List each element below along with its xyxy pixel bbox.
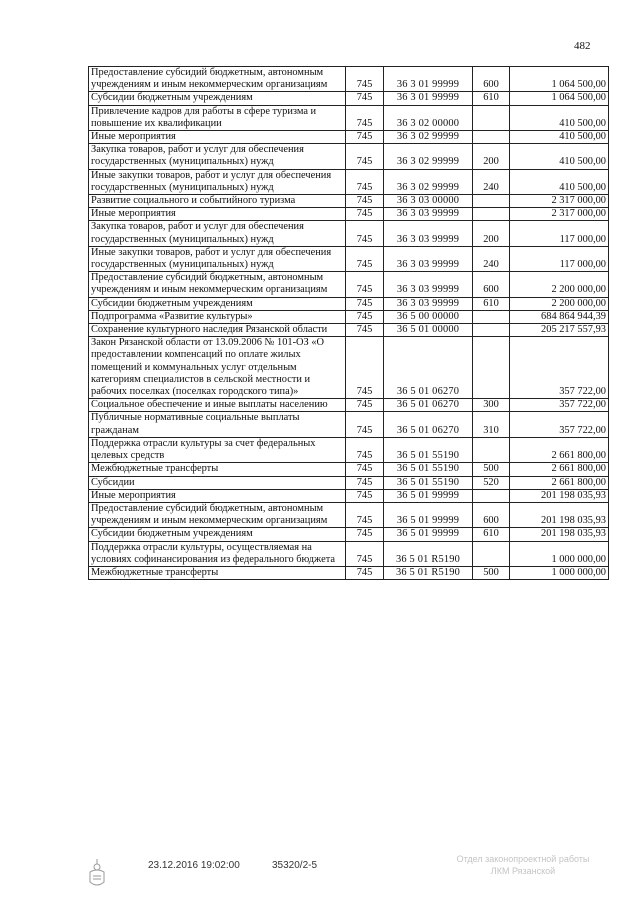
row-expense-type: 240 — [473, 246, 510, 271]
row-name: Закупка товаров, работ и услуг для обеспечения государственных (муниципальных) нужд — [89, 221, 346, 246]
row-amount: 410 500,00 — [510, 144, 609, 169]
row-ministry-code: 745 — [346, 92, 384, 105]
table-row — [89, 528, 609, 541]
table-row — [89, 169, 609, 194]
table-row — [89, 476, 609, 489]
row-name: Предоставление субсидий бюджетным, автономным учреждениям и иным некоммерческим организациям — [89, 502, 346, 527]
table-row — [89, 246, 609, 271]
row-amount: 1 000 000,00 — [510, 541, 609, 566]
row-amount: 2 661 800,00 — [510, 437, 609, 462]
row-ministry-code: 745 — [346, 489, 384, 502]
row-amount: 1 064 500,00 — [510, 67, 609, 92]
table-row — [89, 297, 609, 310]
row-amount: 2 317 000,00 — [510, 195, 609, 208]
row-target-article: 36 5 01 99999 — [384, 489, 473, 502]
row-amount: 117 000,00 — [510, 221, 609, 246]
row-expense-type: 200 — [473, 221, 510, 246]
row-expense-type: 500 — [473, 566, 510, 579]
row-target-article: 36 5 01 06270 — [384, 399, 473, 412]
row-target-article: 36 5 01 55190 — [384, 437, 473, 462]
row-name: Иные закупки товаров, работ и услуг для обеспечения государственных (муниципальных) нужд — [89, 169, 346, 194]
row-expense-type — [473, 437, 510, 462]
budget-table-body — [89, 67, 609, 580]
row-amount: 201 198 035,93 — [510, 489, 609, 502]
row-target-article: 36 5 01 99999 — [384, 502, 473, 527]
row-ministry-code: 745 — [346, 67, 384, 92]
row-target-article: 36 3 03 00000 — [384, 195, 473, 208]
table-row — [89, 502, 609, 527]
table-row — [89, 208, 609, 221]
row-expense-type — [473, 208, 510, 221]
row-name: Иные закупки товаров, работ и услуг для обеспечения государственных (муниципальных) нужд — [89, 246, 346, 271]
row-expense-type: 240 — [473, 169, 510, 194]
row-ministry-code: 745 — [346, 412, 384, 437]
row-amount: 410 500,00 — [510, 169, 609, 194]
row-expense-type — [473, 105, 510, 130]
row-name: Закон Рязанской области от 13.09.2006 № 101-ОЗ «О предоставлении компенсаций по оплате жилых помещений и коммунальных услуг отдельным категориям специалистов в сельской местности и рабочих поселках (поселках городского типа)» — [89, 337, 346, 399]
row-amount: 1 000 000,00 — [510, 566, 609, 579]
table-row — [89, 399, 609, 412]
row-name: Иные мероприятия — [89, 131, 346, 144]
footer-datetime: 23.12.2016 19:02:00 — [148, 860, 240, 871]
row-amount: 357 722,00 — [510, 399, 609, 412]
row-name: Субсидии бюджетным учреждениям — [89, 92, 346, 105]
row-name: Иные мероприятия — [89, 489, 346, 502]
row-target-article: 36 3 02 99999 — [384, 169, 473, 194]
row-target-article: 36 3 02 99999 — [384, 131, 473, 144]
table-row — [89, 541, 609, 566]
table-row — [89, 324, 609, 337]
row-expense-type — [473, 195, 510, 208]
row-ministry-code: 745 — [346, 566, 384, 579]
row-name: Субсидии бюджетным учреждениям — [89, 297, 346, 310]
row-name: Сохранение культурного наследия Рязанской области — [89, 324, 346, 337]
row-name: Привлечение кадров для работы в сфере туризма и повышение их квалификации — [89, 105, 346, 130]
row-name: Межбюджетные трансферты — [89, 566, 346, 579]
row-target-article: 36 3 03 99999 — [384, 272, 473, 297]
row-ministry-code: 745 — [346, 463, 384, 476]
table-row — [89, 489, 609, 502]
row-name: Межбюджетные трансферты — [89, 463, 346, 476]
row-amount: 357 722,00 — [510, 412, 609, 437]
row-expense-type — [473, 310, 510, 323]
row-target-article: 36 3 03 99999 — [384, 221, 473, 246]
row-amount: 357 722,00 — [510, 337, 609, 399]
row-target-article: 36 3 03 99999 — [384, 297, 473, 310]
row-ministry-code: 745 — [346, 246, 384, 271]
table-row — [89, 463, 609, 476]
row-target-article: 36 5 00 00000 — [384, 310, 473, 323]
table-row — [89, 337, 609, 399]
row-name: Предоставление субсидий бюджетным, автономным учреждениям и иным некоммерческим организациям — [89, 272, 346, 297]
row-ministry-code: 745 — [346, 208, 384, 221]
row-amount: 201 198 035,93 — [510, 528, 609, 541]
row-target-article: 36 3 01 99999 — [384, 67, 473, 92]
row-name: Публичные нормативные социальные выплаты гражданам — [89, 412, 346, 437]
row-amount: 117 000,00 — [510, 246, 609, 271]
table-row — [89, 566, 609, 579]
row-expense-type: 520 — [473, 476, 510, 489]
row-name: Поддержка отрасли культуры за счет федеральных целевых средств — [89, 437, 346, 462]
row-ministry-code: 745 — [346, 221, 384, 246]
row-target-article: 36 5 01 55190 — [384, 476, 473, 489]
row-name: Иные мероприятия — [89, 208, 346, 221]
table-row — [89, 272, 609, 297]
row-amount: 2 200 000,00 — [510, 272, 609, 297]
row-ministry-code: 745 — [346, 324, 384, 337]
row-amount: 1 064 500,00 — [510, 92, 609, 105]
row-target-article: 36 3 02 99999 — [384, 144, 473, 169]
row-ministry-code: 745 — [346, 502, 384, 527]
row-expense-type: 600 — [473, 67, 510, 92]
row-target-article: 36 5 01 99999 — [384, 528, 473, 541]
table-row — [89, 437, 609, 462]
row-name: Субсидии бюджетным учреждениям — [89, 528, 346, 541]
footer-doc-number: 35320/2-5 — [272, 860, 318, 871]
row-target-article: 36 3 02 00000 — [384, 105, 473, 130]
row-expense-type: 310 — [473, 412, 510, 437]
table-row — [89, 195, 609, 208]
row-expense-type: 200 — [473, 144, 510, 169]
row-target-article: 36 3 01 99999 — [384, 92, 473, 105]
row-target-article: 36 5 01 06270 — [384, 412, 473, 437]
row-ministry-code: 745 — [346, 337, 384, 399]
faded-stamp — [448, 853, 598, 877]
table-row — [89, 105, 609, 130]
row-ministry-code: 745 — [346, 399, 384, 412]
row-ministry-code: 745 — [346, 195, 384, 208]
row-target-article: 36 5 01 06270 — [384, 337, 473, 399]
row-expense-type: 610 — [473, 297, 510, 310]
page-number: 482 — [574, 40, 591, 52]
row-expense-type — [473, 131, 510, 144]
row-expense-type: 600 — [473, 502, 510, 527]
table-row — [89, 131, 609, 144]
row-name: Подпрограмма «Развитие культуры» — [89, 310, 346, 323]
row-name: Субсидии — [89, 476, 346, 489]
row-amount: 2 317 000,00 — [510, 208, 609, 221]
row-ministry-code: 745 — [346, 297, 384, 310]
row-expense-type: 610 — [473, 92, 510, 105]
row-amount: 410 500,00 — [510, 131, 609, 144]
faded-stamp-line-1: Отдел законопроектной работы — [456, 854, 590, 864]
row-ministry-code: 745 — [346, 144, 384, 169]
table-row — [89, 92, 609, 105]
row-name: Поддержка отрасли культуры, осуществляемая на условиях софинансирования из федерального бюджета — [89, 541, 346, 566]
row-name: Развитие социального и событийного туризма — [89, 195, 346, 208]
row-name: Предоставление субсидий бюджетным, автономным учреждениям и иным некоммерческим организациям — [89, 67, 346, 92]
table-row — [89, 144, 609, 169]
row-target-article: 36 5 01 R5190 — [384, 566, 473, 579]
row-target-article: 36 5 01 55190 — [384, 463, 473, 476]
row-amount: 205 217 557,93 — [510, 324, 609, 337]
row-expense-type: 300 — [473, 399, 510, 412]
row-expense-type — [473, 541, 510, 566]
row-amount: 410 500,00 — [510, 105, 609, 130]
row-name: Социальное обеспечение и иные выплаты населению — [89, 399, 346, 412]
row-expense-type: 500 — [473, 463, 510, 476]
row-ministry-code: 745 — [346, 105, 384, 130]
row-ministry-code: 745 — [346, 476, 384, 489]
row-ministry-code: 745 — [346, 310, 384, 323]
faded-stamp-line-2: ЛКМ Рязанской — [490, 866, 556, 876]
row-amount: 201 198 035,93 — [510, 502, 609, 527]
row-target-article: 36 5 01 R5190 — [384, 541, 473, 566]
budget-table — [88, 66, 609, 580]
row-ministry-code: 745 — [346, 131, 384, 144]
row-target-article: 36 5 01 00000 — [384, 324, 473, 337]
row-amount: 2 200 000,00 — [510, 297, 609, 310]
row-target-article: 36 3 03 99999 — [384, 246, 473, 271]
table-row — [89, 221, 609, 246]
emblem-icon — [84, 856, 110, 890]
row-expense-type — [473, 337, 510, 399]
row-ministry-code: 745 — [346, 437, 384, 462]
row-expense-type: 610 — [473, 528, 510, 541]
row-amount: 2 661 800,00 — [510, 463, 609, 476]
row-ministry-code: 745 — [346, 528, 384, 541]
row-name: Закупка товаров, работ и услуг для обеспечения государственных (муниципальных) нужд — [89, 144, 346, 169]
row-ministry-code: 745 — [346, 541, 384, 566]
row-amount: 684 864 944,39 — [510, 310, 609, 323]
row-expense-type — [473, 324, 510, 337]
table-row — [89, 310, 609, 323]
table-row — [89, 412, 609, 437]
row-ministry-code: 745 — [346, 169, 384, 194]
row-target-article: 36 3 03 99999 — [384, 208, 473, 221]
table-row — [89, 67, 609, 92]
row-expense-type — [473, 489, 510, 502]
row-ministry-code: 745 — [346, 272, 384, 297]
row-amount: 2 661 800,00 — [510, 476, 609, 489]
row-expense-type: 600 — [473, 272, 510, 297]
